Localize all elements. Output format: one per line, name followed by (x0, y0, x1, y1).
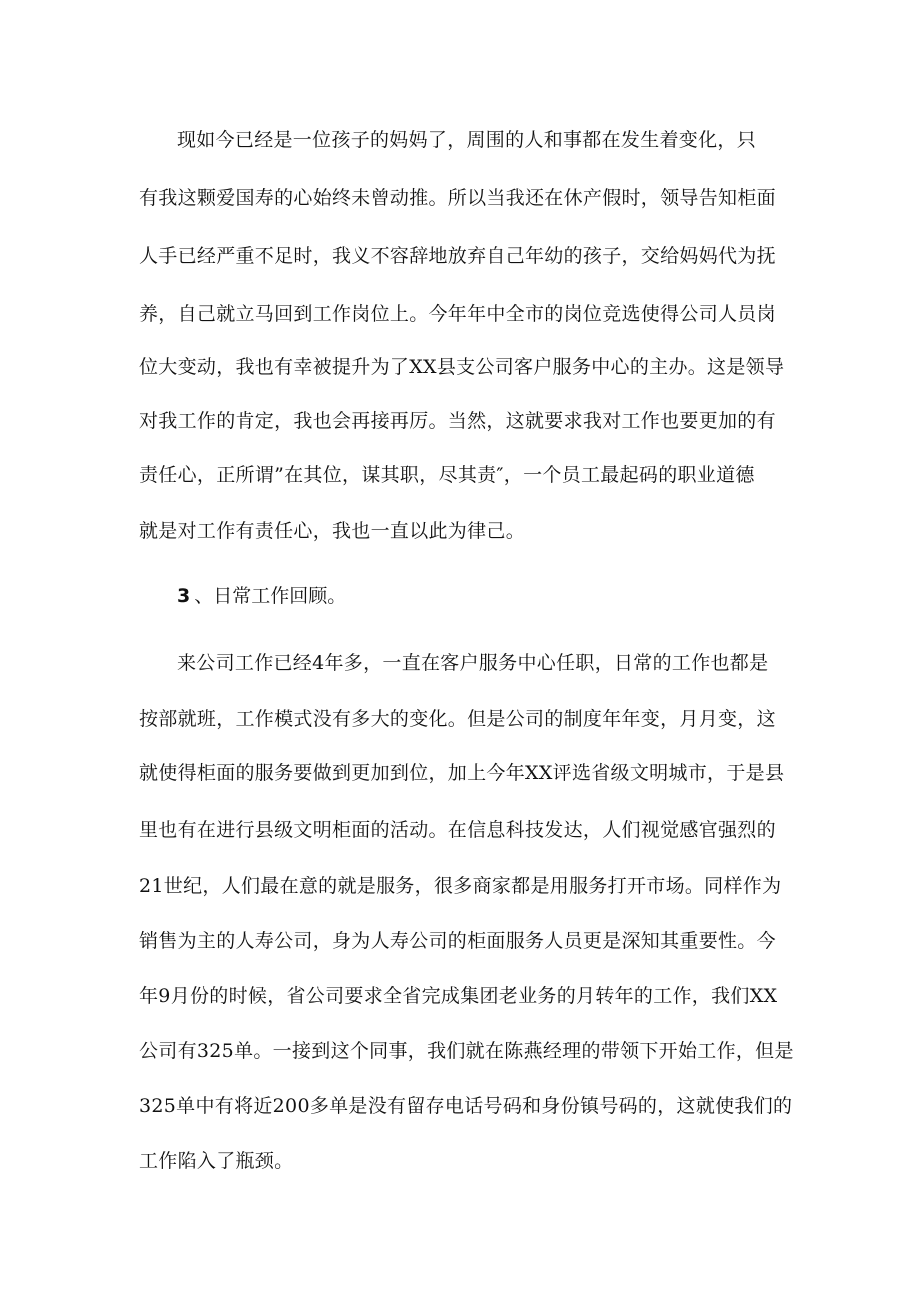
paragraph2-line-9: 325单中有将近200多单是没有留存电话号码和身份镇号码的，这就使我们的 (139, 1095, 793, 1117)
paragraph1-line-2: 有我这颗爱国寿的心始终未曾动推。所以当我还在休产假时，领导告知柜面 (139, 187, 776, 209)
paragraph2-line-8: 公司有325单。一接到这个同事，我们就在陈燕经理的带领下开始工作，但是 (139, 1040, 794, 1062)
paragraph2-line-6: 销售为主的人寿公司，身为人寿公司的柜面服务人员更是深知其重要性。今 (139, 930, 776, 952)
paragraph1-line-4: 养，自己就立马回到工作岗位上。今年年中全市的岗位竞选使得公司人员岗 (139, 303, 776, 325)
paragraph1-line-8: 就是对工作有责任心，我也一直以此为律己。 (139, 520, 526, 542)
paragraph1-line-6: 对我工作的肯定，我也会再接再厉。当然，这就要求我对工作也要更加的有 (139, 410, 776, 432)
paragraph2-line-4: 里也有在进行县级文明柜面的活动。在信息科技发达，人们视觉感官强烈的 (139, 819, 776, 841)
paragraph2-line-2: 按部就班，工作模式没有多大的变化。但是公司的制度年年变，月月变，这 (139, 708, 776, 730)
paragraph2-line-10: 工作陷入了瓶颈。 (139, 1150, 294, 1172)
paragraph1-line-3: 人手已经严重不足时，我义不容辞地放弃自己年幼的孩子，交给妈妈代为抚 (139, 245, 776, 267)
paragraph2-line-3: 就使得柜面的服务要做到更加到位，加上今年XX评选省级文明城市，于是县 (139, 762, 785, 784)
paragraph2-line-7: 年9月份的时候，省公司要求全省完成集团老业务的月转年的工作，我们XX (139, 985, 778, 1007)
section-title: 、日常工作回顾。 (194, 585, 347, 607)
section-heading (177, 583, 346, 609)
paragraph1-line-1: 现如今已经是一位孩子的妈妈了，周围的人和事都在发生着变化，只 (177, 129, 757, 151)
paragraph2-line-1: 来公司工作已经4年多，一直在客户服务中心任职，日常的工作也都是 (177, 652, 769, 674)
paragraph1-line-5: 位大变动，我也有幸被提升为了XX县支公司客户服务中心的主办。这是领导 (139, 356, 785, 378)
paragraph1-line-7: 责任心，正所谓”在其位，谋其职，尽其责″，一个员工最起码的职业道德 (139, 464, 755, 486)
paragraph2-line-5: 21世纪，人们最在意的就是服务，很多商家都是用服务打开市场。同样作为 (139, 875, 782, 897)
section-number: 3 (177, 585, 191, 607)
